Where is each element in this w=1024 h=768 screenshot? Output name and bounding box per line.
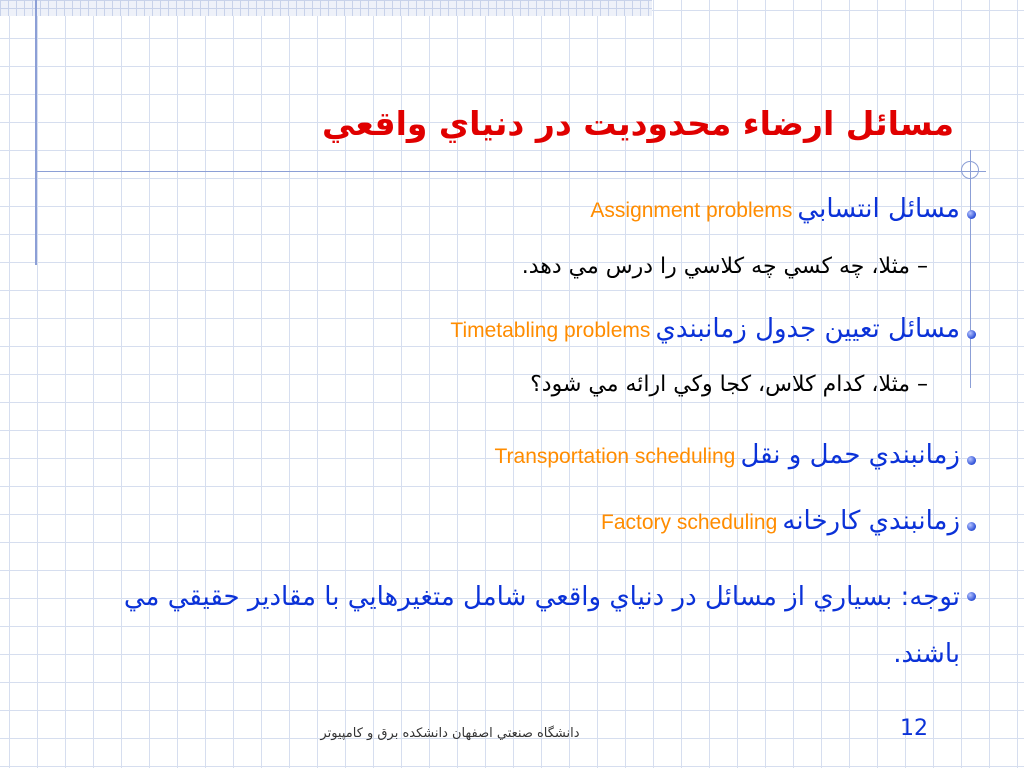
bullet-text: مسائل انتسابي	[797, 194, 960, 224]
right-vertical-rule	[970, 150, 971, 388]
bullet-english-term: Assignment problems	[590, 199, 793, 222]
bullet-icon	[967, 522, 976, 531]
bullet-english-term: Factory scheduling	[601, 511, 778, 534]
bullet-item-assignment	[590, 194, 960, 224]
sub-item-text: – مثلا، چه کسي چه کلاسي را درس مي دهد.	[521, 254, 928, 279]
bullet-icon	[967, 592, 976, 601]
title-underline-rule	[36, 171, 986, 172]
left-vertical-rule	[35, 0, 37, 265]
bullet-item-note	[120, 570, 960, 684]
bullet-item-transportation	[494, 440, 960, 470]
sub-item-assignment-example	[522, 254, 928, 279]
footer-university-text: دانشگاه صنعتي اصفهان دانشکده برق و کامپيوتر	[320, 726, 580, 741]
page-number: 12	[900, 716, 928, 741]
bullet-text: زمانبندي کارخانه	[782, 506, 960, 536]
bullet-english-term: Transportation scheduling	[494, 445, 736, 468]
bullet-icon	[967, 210, 976, 219]
top-pattern-bar	[0, 0, 652, 16]
bullet-text: توجه: بسياري از مسائل در دنياي واقعي شامل متغيرهايي با مقادير حقيقي مي باشند.	[123, 582, 960, 669]
bullet-item-timetabling	[450, 314, 960, 344]
bullet-text: مسائل تعيين جدول زمانبندي	[655, 314, 960, 344]
bullet-text: زمانبندي حمل و نقل	[740, 440, 960, 470]
bullet-english-term: Timetabling problems	[450, 319, 651, 342]
sub-item-timetabling-example	[530, 372, 928, 397]
sub-item-text: – مثلا، کدام کلاس، کجا وکي ارائه مي شود؟	[530, 372, 928, 397]
crosshair-circle-icon	[961, 161, 979, 179]
bullet-item-factory	[601, 506, 960, 536]
slide-title: مسائل ارضاء محدوديت در دنياي واقعي	[321, 104, 954, 143]
bullet-icon	[967, 456, 976, 465]
bullet-icon	[967, 330, 976, 339]
